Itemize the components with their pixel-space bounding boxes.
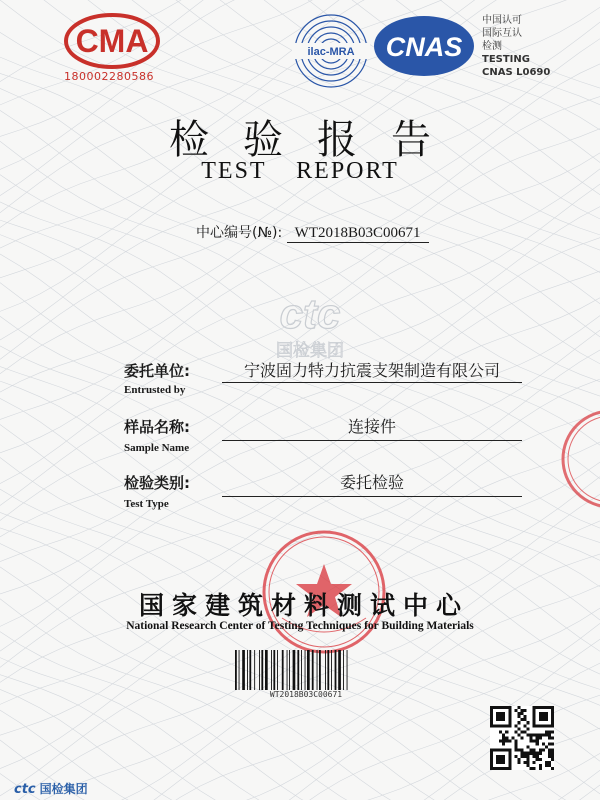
footer-ctc-mark: ctc	[14, 782, 36, 797]
cnas-logo	[372, 14, 476, 78]
sample-name-label-en: Sample Name	[124, 442, 190, 454]
cnas-line: 中国认可	[482, 15, 522, 26]
sample-name-value: 连接件	[222, 414, 522, 441]
ilac-logo-text: ilac-MRA	[307, 46, 355, 58]
sample-name-label-cn: 样品名称:	[124, 418, 190, 436]
cnas-accreditation-text	[482, 14, 550, 79]
qr-code	[490, 706, 554, 770]
report-number-value: WT2018B03C00671	[287, 225, 429, 243]
ctc-watermark-logo: ctc	[279, 290, 341, 337]
cnas-line: 国际互认	[482, 28, 522, 39]
cnas-logo-text: CNAS	[385, 32, 463, 62]
cnas-line: 检测	[482, 41, 502, 52]
cma-number: 180002280586	[64, 70, 154, 83]
report-number-label: 中心编号(№):	[196, 225, 283, 241]
test-type-label-en: Test Type	[124, 498, 169, 510]
ctc-watermark	[262, 288, 358, 368]
report-title-en: TEST REPORT	[201, 158, 399, 184]
test-type-label-cn: 检验类别:	[124, 474, 190, 492]
cma-logo	[62, 10, 162, 72]
barcode-text: WT2018B03C00671	[269, 690, 343, 699]
cma-logo-text: CMA	[75, 23, 149, 59]
issuer-name-en: National Research Center of Testing Techniques for Building Materials	[126, 620, 474, 632]
footer-ctc-logo	[14, 780, 88, 797]
barcode	[233, 650, 379, 690]
test-type-value: 委托检验	[222, 470, 522, 497]
entrusted-by-label-cn: 委托单位:	[124, 362, 190, 380]
issuer-name-cn: 国家建筑材料测试中心	[138, 591, 469, 620]
report-title-cn: 检验报告	[169, 117, 465, 163]
ilac-mra-logo	[290, 10, 372, 92]
ctc-watermark-text: 国检集团	[276, 341, 344, 361]
cnas-line: CNAS L0690	[482, 67, 551, 78]
edge-red-seal	[556, 404, 600, 514]
report-number-row	[196, 222, 429, 243]
entrusted-by-value: 宁波固力特力抗震支架制造有限公司	[222, 358, 522, 383]
cnas-line: TESTING	[482, 54, 530, 65]
entrusted-by-label-en: Entrusted by	[124, 384, 186, 396]
footer-ctc-text: 国检集团	[39, 782, 88, 796]
